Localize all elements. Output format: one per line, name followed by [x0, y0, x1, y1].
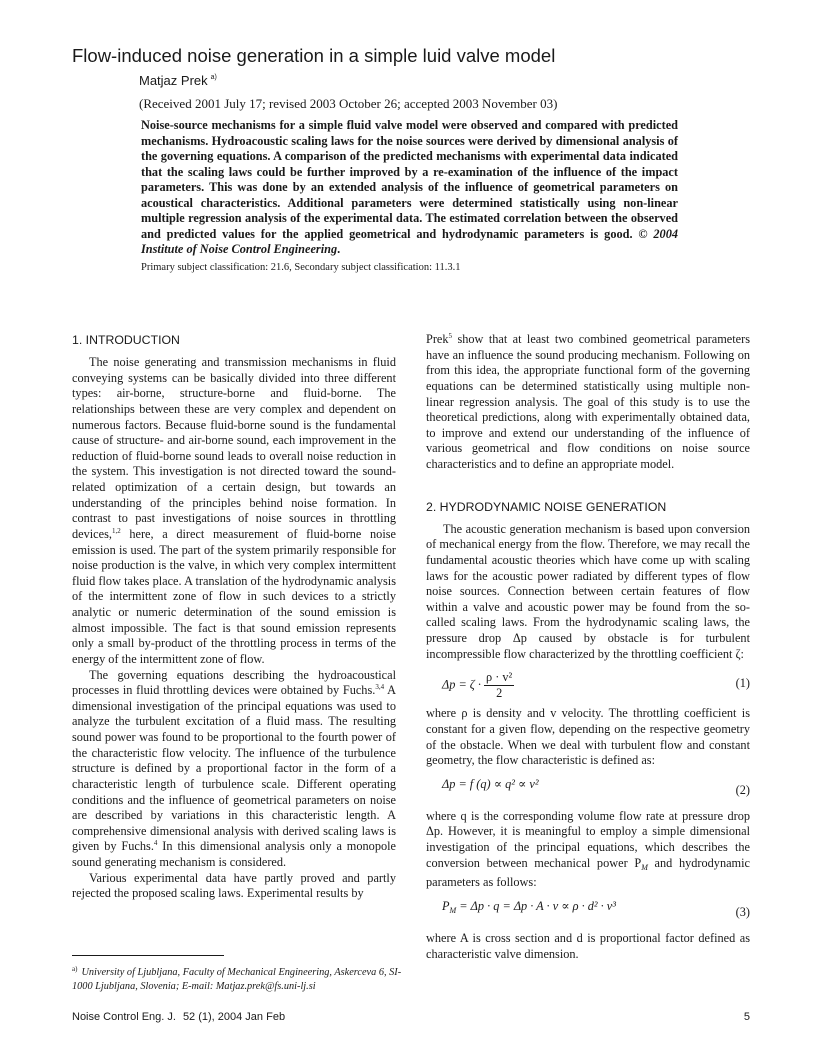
equation-1-lhs: Δp = ζ ·	[442, 677, 481, 692]
intro-paragraph-3: Various experimental data have partly proved and partly rejected the proposed scaling laws. Experimental results by	[72, 870, 396, 901]
hydro-paragraph-4: where A is cross section and d is proportional factor defined as characteristic valve dimension.	[426, 930, 750, 961]
intro-paragraph-3-continued: Prek$^5$ show that at least two combined geometrical parameters have an influence the sound producing mechanism. Following on from this idea, the appropriate functional form of the governing equations can be determined statistically using multiple non-linear regression analysis. The goal of this study is to use the theoretical predictions, along with experimentally obtained data, to improve and extend our understanding of the influence of various geometrical and flow conditions on noise source characteristics and to define an appropriate model.	[426, 332, 750, 471]
abstract-copyright: © 2004 Institute of Noise Control Engineering	[141, 226, 678, 257]
abstract	[141, 118, 678, 258]
hydro-paragraph-2: where ρ is density and v velocity. The throttling coefficient is constant for a given flow, depending on the respective geometry of the obstacle. When we deal with turbulent flow and constant geometry, the flow characteristic is defined as:	[426, 706, 750, 768]
paper-title: Flow-induced noise generation in a simple luid valve model	[72, 45, 556, 66]
hydro-paragraph-1: The acoustic generation mechanism is based upon conversion of mechanical energy from the flow. Therefore, we may recall the fundamental acoustic theories which have come up with scaling laws for the acoustic power radiated by different types of flow noise sources. Connection between certain features of flow within a valve and acoustic power may be found from the so-called scaling laws. From the hydrodynamic scaling laws, the pressure drop Δp caused by obstacle is for turbulent incompressible flow characterized by the throttling coefficient ζ:	[426, 521, 750, 661]
equation-1	[426, 666, 750, 702]
abstract-text: Noise-source mechanisms for a simple fluid valve model were observed and compared with predicted mechanisms. Hydroacoustic scaling laws for the noise sources were derived by dimensional analysis of the governing equations. A comparison of the predicted mechanisms with experimental data indicated that the scaling laws could be further improved by a re-examination of the influence of the impact parameters. This was done by an extended analysis of the influence of geometrical parameters on acoustical characteristics. Additional parameters were determined statistically using non-linear multiple regression analysis of the experimental data. The estimated correlation between the observed and predicted values for the applied geometrical and hydrodynamic parameters is good.	[141, 118, 678, 241]
journal-name: Noise Control Eng. J.	[72, 1011, 176, 1023]
journal-volume: 52 (1), 2004 Jan Feb	[182, 1011, 286, 1023]
footnote-mark: a)	[72, 965, 78, 973]
citation-ref: 5	[448, 332, 453, 340]
equation-3-number: (3)	[735, 904, 750, 919]
equation-2-body: Δp = f (q) ∝ q² ∝ v²	[442, 776, 539, 791]
equation-3-body: $P_M = \Delta p \cdot q = \Delta p \cdot A \cdot v \propto \rho \cdot d^2 \cdot v^3$	[442, 898, 616, 915]
abstract-end: .	[337, 242, 341, 257]
journal-footer	[72, 1011, 292, 1023]
page-number: 5	[743, 1011, 750, 1023]
intro-paragraph-1: The noise generating and transmission mechanisms in fluid conveying systems can be basically divided into three different types: air-borne, structure-borne and fluid-borne. The relationships between these are very complex and dependent on numerous factors. Because fluid-borne sound is the fundamental cause of structure- and air-borne sound, each improvement in the reduction of fluid-borne sound leads to overall noise reduction in the system. This investigation is not directed toward the sound-related optimization of a certain design, but towards an understanding of the principles behind noise formation. In contrast to past investigations of noise sources in throttling devices,$^{1,2}$ here, a direct measurement of fluid-borne noise emission is used. The part of the system primarily responsible for noise production is the valve, in which very complex intermittent fluid flow takes place. A translation of the hydrodynamic analysis of the intermittent zone of flow in such devices to a strictly analytic or numeric determination of the sound emission is almost impossible. The fact is that sound emission represents only a small by-product of the throttling process in terms of the energy of the intermittent zone of flow.	[72, 355, 396, 666]
section-heading-hydrodynamic: 2. HYDRODYNAMIC NOISE GENERATION	[426, 499, 667, 514]
section-heading-introduction: 1. INTRODUCTION	[72, 333, 180, 347]
hydro-paragraph-3: where q is the corresponding volume flow rate at pressure drop Δp. However, it is meaningful to employ a simple dimensional investigation of the principal equations, which describes the conversion between mechanical power $P_M$ and hydrodynamic parameters as follows:	[426, 808, 750, 890]
equation-1-number: (1)	[735, 676, 750, 691]
citation-ref: 1,2	[111, 526, 121, 535]
received-dates: (Received 2001 July 17; revised 2003 October 26; accepted 2003 November 03)	[139, 96, 558, 111]
equation-3	[426, 895, 750, 927]
footnote-text: University of Ljubljana, Faculty of Mechanical Engineering, Askerceva 6, SI-1000 Ljubljana, Slovenia; E-mail: Matjaz.prek@fs.uni-lj.si	[72, 967, 402, 992]
equation-2	[426, 773, 750, 805]
citation-ref: 4	[153, 839, 158, 848]
equation-2-number: (2)	[735, 782, 750, 797]
author-affiliation-mark: a)	[210, 74, 217, 81]
footnote-divider	[72, 955, 224, 956]
author-line	[139, 73, 217, 88]
right-column	[426, 332, 750, 962]
intro-paragraph-2: The governing equations describing the hydroacoustical processes in fluid throttling devices were obtained by Fuchs.$^{3,4}$ A dimensional investigation of the principal equations was used to analyze the turbulent excitation of a fluid mass. The resulting sound power was found to be proportional to the fourth power of the characteristic flow velocity. The influence of the turbulence structure is defined by a proportional factor in the form of a characteristic length of turbulence scale. Different operating conditions and the influence of geometrical parameters on noise are described by variations in this characteristic length. A comprehensive dimensional analysis with derived scaling laws is given by Fuchs.$^4$ In this dimensional analysis only a monopole sound generating mechanism is considered.	[72, 667, 397, 869]
left-column	[72, 332, 396, 902]
equation-1-fraction: $\frac{\text{ρ · v²}}{2}$	[486, 670, 513, 701]
citation-ref: 3,4	[375, 683, 385, 692]
subject-classification: Primary subject classification: 21.6, Secondary subject classification: 11.3.1	[141, 262, 461, 273]
affiliation-footnote	[72, 962, 402, 994]
author-name: Matjaz Prek	[139, 73, 208, 88]
